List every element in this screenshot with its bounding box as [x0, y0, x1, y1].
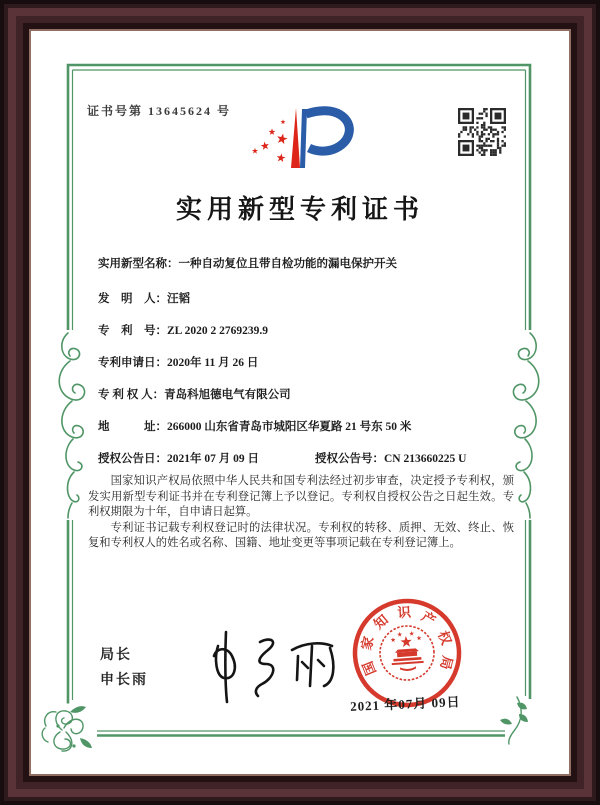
field-label: 专 利 权 人：: [98, 389, 165, 401]
field-row-inventor: [98, 290, 518, 308]
field-value: 2020年 11 月 26 日: [167, 357, 259, 369]
official-name: 申长雨: [100, 671, 148, 687]
field-row-grant: [98, 450, 518, 468]
svg-text:家: 家: [358, 634, 377, 652]
svg-text:权: 权: [435, 628, 455, 647]
field-label: 授权公告日：: [98, 453, 167, 465]
field-value: 汪韬: [167, 293, 190, 305]
grant-number-pair: [315, 450, 466, 466]
field-value: CN 213660225 U: [384, 453, 467, 465]
field-label: 专 利 号：: [98, 325, 167, 337]
official-title: 局长: [100, 646, 132, 662]
field-row-address: [98, 418, 518, 436]
field-value: 一种自动复位且带自检功能的漏电保护开关: [178, 258, 397, 270]
field-value: 青岛科旭德电气有限公司: [164, 389, 291, 401]
field-label: 实用新型名称：: [98, 258, 179, 270]
field-row-patentee: [98, 386, 518, 404]
legal-paragraph-2: 专利证书记载专利权登记时的法律状况。专利权的转移、质押、无效、终止、恢复和专利权人的姓名或名称、国籍、地址变更等事项记载在专利登记簿上。: [88, 521, 514, 550]
certificate-number: 证书号第 13645624 号: [87, 104, 232, 118]
field-label: 发 明 人：: [98, 293, 167, 305]
certificate-title: 实用新型专利证书: [175, 195, 424, 224]
field-row-patent-no: [98, 322, 518, 340]
field-row-name: [98, 255, 518, 273]
cnipa-logo-icon: [240, 100, 370, 180]
svg-text:局: 局: [437, 654, 456, 672]
signature-icon: [200, 624, 350, 709]
field-label: 专利申请日：: [98, 357, 167, 369]
svg-text:知: 知: [370, 611, 391, 633]
svg-text:识: 识: [396, 604, 412, 621]
legal-paragraph-1: 国家知识产权局依照中华人民共和国专利法经过初步审查，决定授予专利权，颁发实用新型专利证书并在专利登记簿上予以登记。专利权自授权公告之日起生效。专利权期限为十年，自申请日起算。: [88, 475, 514, 519]
field-label: 授权公告号：: [315, 453, 384, 465]
qr-code-icon: [458, 108, 506, 156]
svg-text:产: 产: [418, 608, 439, 629]
svg-text:国: 国: [359, 659, 379, 678]
legal-text: [88, 474, 514, 552]
field-value: 2021年 07 月 09 日: [167, 453, 259, 465]
field-value: 266000 山东省青岛市城阳区华夏路 21 号东 50 米: [167, 421, 412, 433]
field-row-filing-date: [98, 354, 518, 372]
field-label: 地 址：: [98, 421, 167, 433]
seal-date: 2021 年07月 09日: [349, 694, 461, 714]
field-value: ZL 2020 2 2769239.9: [167, 325, 268, 337]
